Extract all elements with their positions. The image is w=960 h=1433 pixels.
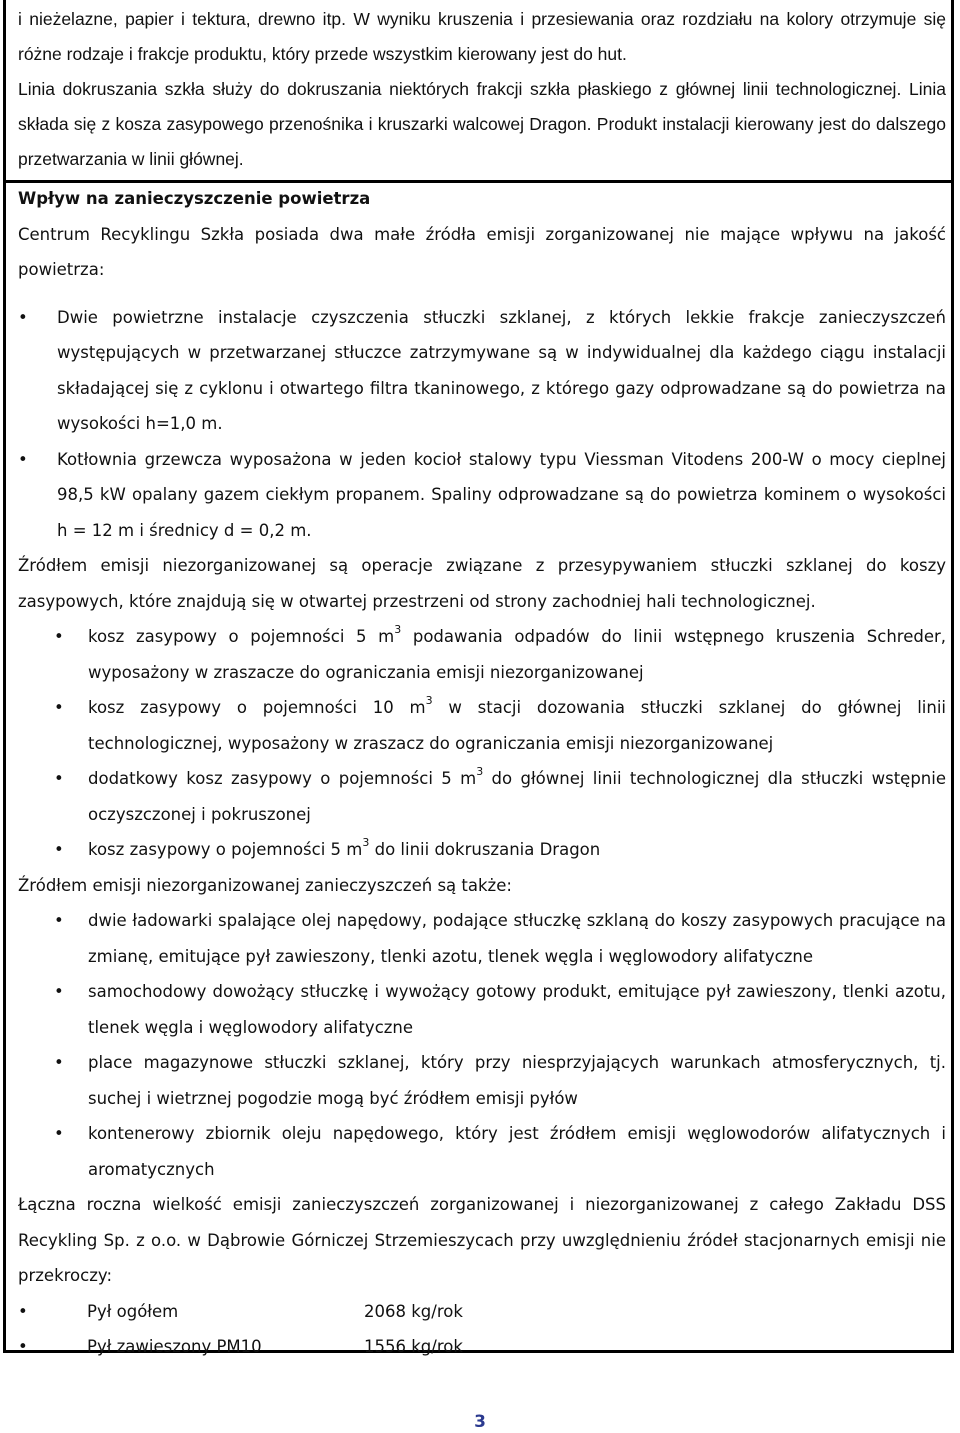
list-item: • kosz zasypowy o pojemności 5 $m^3$ podawania odpadów do linii wstępnego kruszenia Schreder, wyposażony w zraszacze do ograniczania emisji niezorganizowanej [18,619,946,690]
unorganized-sources-list [18,903,946,1187]
list-item [18,1329,946,1365]
bullet-icon: • [18,449,28,469]
section-paragraph-3: Źródłem emisji niezorganizowanej zanieczyszczeń są także: [18,875,512,895]
bullet-icon: • [54,1124,64,1143]
pollutant-value: 2068 kg/rok [364,1301,463,1321]
section-paragraph-4: Łączna roczna wielkość emisji zanieczyszczeń zorganizowanej i niezorganizowanej z całego Zakładu DSS Recykling Sp. z o.o. w Dąbrowie Górniczej Strzemieszycach przy uwzględnieniu źródeł stacjonarnych emisji nie przekroczy: [18,1195,946,1285]
section-heading: Wpływ na zanieczyszczenie powietrza [18,189,371,208]
list-item: • place magazynowe stłuczki szklanej, który przy niesprzyjających warunkach atmosferycznych, tj. suchej i wietrznej pogodzie mogą być źródłem emisji pyłów [18,1045,946,1116]
list-item: • Dwie powietrzne instalacje czyszczenia stłuczki szklanej, z których lekkie frakcje zanieczyszczeń występujących w przetwarzanej stłuczce zatrzymywane są w indywidualnej dla każdego ciągu instalacji składającej się z cyklonu i otwartego filtra tkaninowego, z którego gazy odprowadzane są do powietrza na wysokości h=1,0 m. [18,300,946,442]
bullet-icon: • [54,982,64,1001]
air-impact-section [18,181,946,1365]
document-frame [3,0,954,1356]
bullet-icon: • [18,1301,28,1321]
page-number: 3 [474,1412,486,1432]
pollutant-name: Pył ogółem [87,1301,179,1321]
list-item: • kontenerowy zbiornik oleju napędowego, który jest źródłem emisji węglowodorów alifatycznych i aromatycznych [18,1116,946,1187]
pollutant-value: 1556 kg/rok [364,1337,463,1356]
bullet-icon: • [54,911,64,930]
intro-paragraph-1: i nieżelazne, papier i tektura, drewno itp. W wyniku kruszenia i przesiewania oraz rozdziału na kolory otrzymuje się różne rodzaje i frakcje produktu, który przede wszystkim kierowany jest do hut. [18,9,946,64]
bullet-icon: • [54,627,64,646]
organized-sources-list [18,300,946,549]
section-paragraph-1: Centrum Recyklingu Szkła posiada dwa małe źródła emisji zorganizowanej nie mające wpływu na jakość powietrza: [18,224,946,279]
list-item: • Kotłownia grzewcza wyposażona w jeden kocioł stalowy typu Viessman Vitodens 200-W o mocy cieplnej 98,5 kW opalany gazem ciekłym propanem. Spaliny odprowadzane są do powietrza kominem o wysokości h = 12 m i średnicy d = 0,2 m. [18,442,946,549]
list-item: • kosz zasypowy o pojemności 5 $m^3$ do linii dokruszania Dragon [18,832,946,868]
pollutant-name: Pył zawieszony PM10 [87,1337,262,1356]
section-paragraph-2: Źródłem emisji niezorganizowanej są operacje związane z przesypywaniem stłuczki szklanej do koszy zasypowych, które znajdują się w otwartej przestrzeni od strony zachodniej hali technologicznej. [18,556,946,611]
bullet-icon: • [18,307,28,327]
list-item [18,1294,946,1330]
bullet-icon: • [54,698,64,717]
list-item: • dwie ładowarki spalające olej napędowy, podające stłuczkę szklaną do koszy zasypowych pracujące na zmianę, emitujące pył zawieszony, tlenki azotu, tlenek węgla i węglowodory alifatyczne [18,903,946,974]
bullet-icon: • [54,769,64,788]
list-item: • samochodowy dowożący stłuczkę i wywożący gotowy produkt, emitujące pył zawieszony, tlenki azotu, tlenek węgla i węglowodory alifatyczne [18,974,946,1045]
list-item: • kosz zasypowy o pojemności 10 $m^3$ w stacji dozowania stłuczki szklanej do głównej linii technologicznej, wyposażony w zraszacz do ograniczania emisji niezorganizowanej [18,690,946,761]
intro-paragraph-2: Linia dokruszania szkła służy do dokruszania niektórych frakcji szkła płaskiego z głównej linii technologicznej. Linia składa się z kosza zasypowego przenośnika i kruszarki walcowej Dragon. Produkt instalacji kierowany jest do dalszego przetwarzania w linii głównej. [18,79,946,169]
emission-totals-list [18,1294,946,1365]
list-item: • dodatkowy kosz zasypowy o pojemności 5 $m^3$ do głównej linii technologicznej dla stłuczki wstępnie oczyszczonej i pokruszonej [18,761,946,832]
hopper-list [18,619,946,868]
bullet-icon: • [18,1337,28,1356]
intro-section [6,0,951,183]
bullet-icon: • [54,1053,64,1072]
bullet-icon: • [54,840,64,859]
